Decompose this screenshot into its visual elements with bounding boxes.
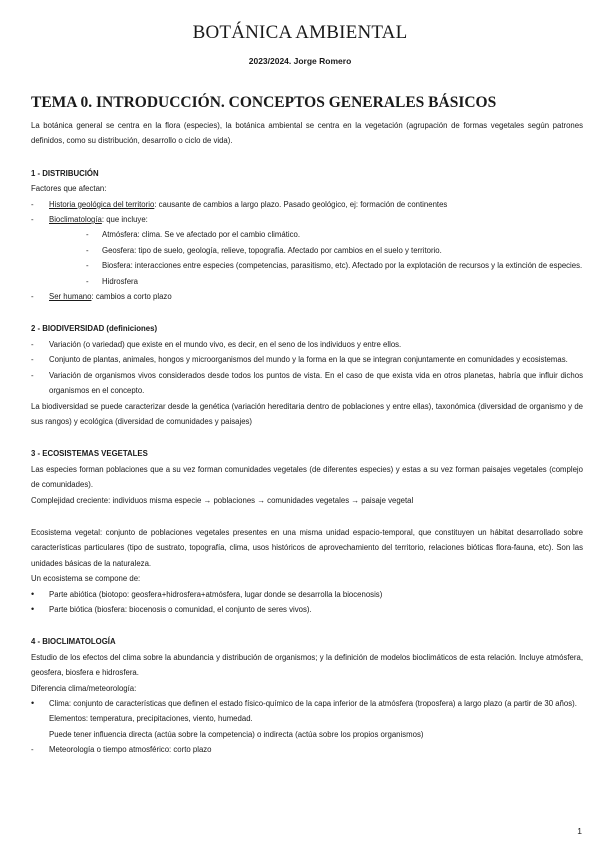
list-item: - Variación de organismos vivos considerados desde todos los puntos de vista. En el caso de que exista vida en otros planetas, habría que influir dichos organismos en el concepto.	[31, 368, 583, 399]
sublist-item: - Hidrosfera	[49, 274, 583, 289]
section-3-paragraph: Ecosistema vegetal: conjunto de poblaciones vegetales presentes en una misma unidad espacio-temporal, que constituyen un hábitat desarrollado sobre características particulares (tipo de sustrato, topografía, clima, usos históricos de aprovechamiento del territorio, relaciones bióticas flora-fauna, etc). Son las unidades básicas de la naturaleza.	[31, 527, 583, 568]
list-item	[31, 289, 583, 304]
section-3-paragraph: Las especies forman poblaciones que a su vez forman comunidades vegetales (de diferentes especies) y estas a su vez forman paisajes vegetales (complejo de comunidades).	[31, 464, 583, 490]
section-2-closing: La biodiversidad se puede caracterizar desde la genética (variación hereditaria dentro de poblaciones y entre ellas), taxonómica (diversidad de organismo y de sus rangos) y ecológica (diversidad de comunidades y paisajes)	[31, 401, 583, 426]
document-body	[31, 118, 583, 758]
section-1-lead: Factores que afectan:	[31, 184, 107, 194]
section-3-title: 3 - ECOSISTEMAS VEGETALES	[31, 449, 148, 459]
section-2-title: 2 - BIODIVERSIDAD (definiciones)	[31, 324, 158, 334]
list-item	[31, 696, 583, 742]
term-label: Ser humano	[49, 292, 92, 302]
section-4-paragraph: Estudio de los efectos del clima sobre la abundancia y distribución de organismos; y la definición de modelos bioclimáticos de esta relación. Incluye atmósfera, geosfera, biosfera e hidrosfera.	[31, 652, 583, 678]
list-item: - Conjunto de plantas, animales, hongos y microorganismos del mundo y la forma en la que se integran conjuntamente en comunidades y ecosistemas.	[31, 352, 583, 367]
page-number: 1	[577, 826, 582, 836]
section-3-list	[31, 587, 583, 618]
section-3-paragraph: Un ecosistema se compone de:	[31, 574, 141, 584]
term-label: Bioclimatología	[49, 215, 102, 225]
list-item	[31, 212, 583, 289]
clima-text: Clima: conjunto de características que definen el estado físico-químico de la capa inferior de la atmósfera (troposfera) a largo plazo (a partir de 30 años). Elementos: temperatura, precipitaciones, viento, humedad.	[49, 699, 577, 724]
intro-paragraph: La botánica general se centra en la flora (especies), la botánica ambiental se centra en la vegetación (agrupación de formas vegetales según patrones definidos, como su distribución, desarrollo o ciclo de vida).	[31, 121, 583, 146]
section-2-list	[31, 337, 583, 399]
section-4-list	[31, 696, 583, 758]
clima-text: Puede tener influencia directa (actúa sobre la competencia) o indirecta (actúa sobre los propios organismos)	[49, 729, 424, 739]
document-title: BOTÁNICA AMBIENTAL	[192, 22, 408, 43]
list-item: - Meteorología o tiempo atmosférico: corto plazo	[31, 742, 583, 757]
document-subtitle: 2023/2024. Jorge Romero	[248, 56, 352, 66]
list-item: - Variación (o variedad) que existe en el mundo vivo, es decir, en el seno de los individuos y entre ellos.	[31, 337, 583, 352]
sublist-item: - Biosfera: interacciones entre especies (competencias, parasitismo, etc). Afectado por la explotación de recursos y la extinción de especies.	[49, 258, 583, 273]
term-text: : cambios a corto plazo	[91, 292, 172, 302]
chapter-heading: TEMA 0. INTRODUCCIÓN. CONCEPTOS GENERALES BÁSICOS	[31, 94, 497, 111]
section-1-list	[31, 197, 583, 305]
sublist-item: - Atmósfera: clima. Se ve afectado por el cambio climático.	[49, 227, 583, 242]
section-4-title: 4 - BIOCLIMATOLOGÍA	[31, 637, 116, 647]
section-1-title: 1 - DISTRIBUCIÓN	[31, 168, 99, 178]
list-item	[31, 197, 583, 212]
bioclimatology-sublist	[49, 227, 583, 289]
term-text: : causante de cambios a largo plazo. Pasado geológico, ej: formación de continentes	[154, 199, 448, 209]
list-item: • Parte abiótica (biotopo: geosfera+hidrosfera+atmósfera, lugar donde se desarrolla la biocenosis)	[31, 587, 583, 602]
section-4-paragraph: Diferencia clima/meteorología:	[31, 683, 137, 693]
list-item: • Parte biótica (biosfera: biocenosis o comunidad, el conjunto de seres vivos).	[31, 602, 583, 617]
term-text: : que incluye:	[101, 215, 148, 225]
term-label: Historia geológica del territorio	[49, 199, 155, 209]
sublist-item: - Geosfera: tipo de suelo, geología, relieve, topografía. Afectado por cambios en el suelo y territorio.	[49, 243, 583, 258]
section-3-paragraph: Complejidad creciente: individuos misma especie → poblaciones → comunidades vegetales → paisaje vegetal	[31, 495, 414, 505]
